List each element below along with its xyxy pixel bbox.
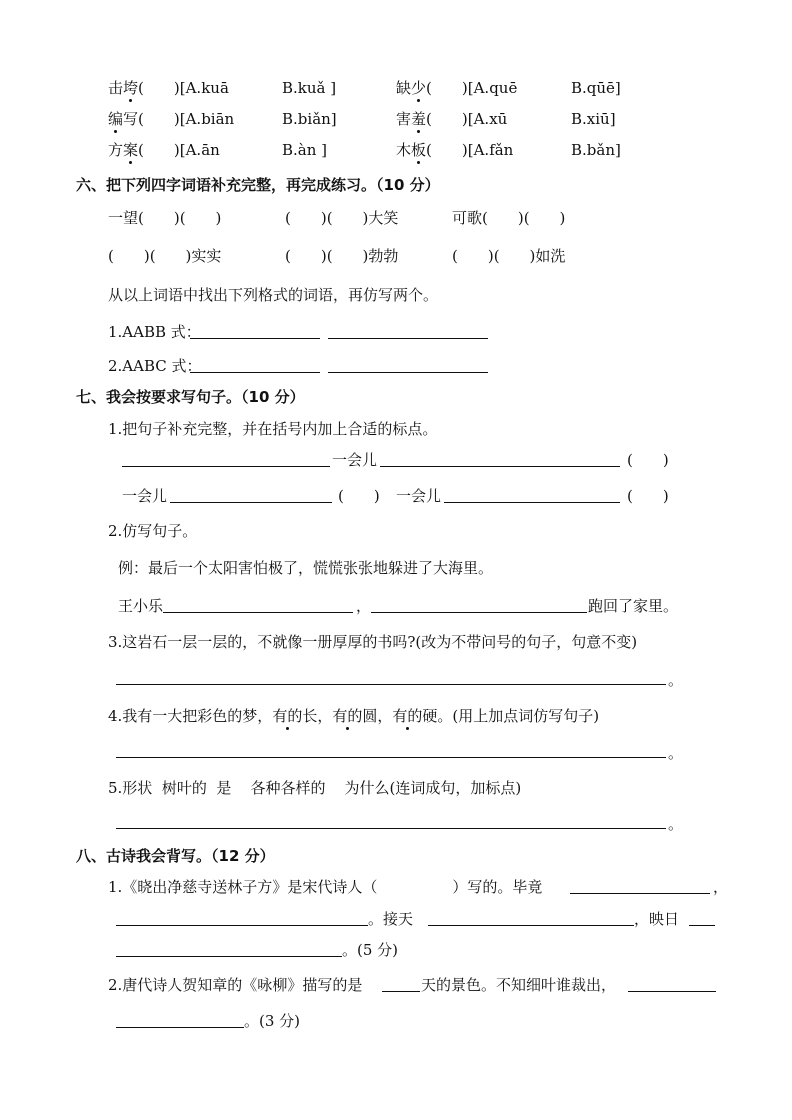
word-char: 缺 — [396, 79, 412, 97]
word-char: 方 — [108, 141, 124, 159]
answer-bracket: ( )[A.ān — [138, 141, 220, 159]
idiom-blank: ( )( )大笑 — [285, 209, 399, 227]
dotted-char: 少 — [411, 79, 427, 97]
poem-text: 。接天 — [368, 910, 414, 928]
section-8-title: 八、古诗我会背写。（12 分） — [76, 847, 275, 865]
question-4 — [108, 706, 599, 726]
pinyin-item — [396, 140, 513, 160]
pinyin-item — [108, 78, 229, 98]
answer-line — [328, 372, 488, 373]
poem-text: 天的景色。不知细叶谁裁出， — [421, 976, 617, 994]
idiom-blank: ( )( )勃勃 — [285, 247, 399, 265]
question-2: 2.仿写句子。 — [108, 522, 198, 540]
question-1: 1.把句子补充完整，并在括号内加上合适的标点。 — [108, 420, 438, 438]
section-6-title: 六、把下列四字词语补充完整，再完成练习。（10 分） — [76, 176, 440, 194]
example-sentence: 例：最后一个太阳害怕极了，慌慌张张地躲进了大海里。 — [118, 559, 494, 577]
answer-line — [116, 757, 666, 758]
answer-bracket: ( )[A.fǎn — [426, 141, 514, 159]
answer-line — [116, 925, 368, 926]
answer-line — [428, 925, 634, 926]
aabc-label: 2.AABC 式： — [108, 357, 202, 375]
imitation-end: 跑回了家里。 — [588, 597, 679, 615]
dotted-char: 羞 — [411, 110, 427, 128]
dotted-word: 有的 — [272, 707, 303, 725]
answer-bracket: ( )[A.xū — [426, 110, 508, 128]
answer-line — [444, 502, 620, 503]
yihuier-text: 一会儿 — [332, 451, 378, 469]
question-5: 5.形状 树叶的 是 各种各样的 为什么(连词成句，加标点) — [108, 779, 522, 797]
answer-line — [116, 1027, 244, 1028]
q4-text: 圆， — [362, 707, 393, 725]
option-b: B.biǎn] — [282, 110, 337, 128]
idiom-blank: 一望( )( ) — [108, 209, 222, 227]
poem-text: 。(5 分) — [342, 941, 399, 959]
comma: ， — [356, 597, 372, 615]
q4-text: 4.我有一大把彩色的梦， — [108, 707, 273, 725]
dotted-char: 案 — [123, 141, 139, 159]
answer-line — [689, 925, 715, 926]
answer-bracket: ( )[A.kuā — [138, 79, 229, 97]
punct-bracket: ( ) — [627, 487, 669, 505]
answer-line — [382, 991, 420, 992]
option-b: B.qūē] — [571, 79, 621, 97]
dotted-char: 垮 — [123, 79, 139, 97]
dotted-word: 有的 — [392, 707, 423, 725]
poem-q1: 1.《晓出净慈寺送林子方》是宋代诗人（ ）写的。毕竟 — [108, 878, 543, 896]
answer-line — [328, 338, 488, 339]
option-b: B.kuǎ ] — [282, 79, 337, 97]
comma: ， — [713, 878, 729, 896]
q4-text: 长， — [302, 707, 333, 725]
word-char: 木 — [396, 141, 412, 159]
poem-q2: 2.唐代诗人贺知章的《咏柳》描写的是 — [108, 976, 363, 994]
q4-text: 硬。(用上加点词仿写句子) — [422, 707, 600, 725]
question-3: 3.这岩石一层一层的，不就像一册厚厚的书吗?(改为不带问号的句子，句意不变) — [108, 633, 638, 651]
option-b: B.àn ] — [282, 141, 328, 159]
option-b: B.bǎn] — [571, 141, 621, 159]
answer-bracket: ( )[A.biān — [138, 110, 235, 128]
option-b: B.xiū] — [571, 110, 616, 128]
period: 。 — [668, 815, 684, 833]
poem-text: 。(3 分) — [244, 1012, 301, 1030]
answer-line — [190, 372, 320, 373]
answer-bracket: ( )[A.quē — [426, 79, 518, 97]
dotted-char: 板 — [411, 141, 427, 159]
punct-bracket: ( ) — [627, 451, 669, 469]
answer-line — [163, 612, 353, 613]
word-char: 写 — [123, 110, 139, 128]
idiom-blank: ( )( )如洗 — [452, 247, 566, 265]
period: 。 — [668, 744, 684, 762]
answer-line — [170, 502, 332, 503]
answer-line — [190, 338, 320, 339]
imitation-start: 王小乐 — [118, 597, 164, 615]
idiom-blank: 可歌( )( ) — [452, 209, 566, 227]
pinyin-item — [396, 78, 517, 98]
word-char: 击 — [108, 79, 124, 97]
word-char: 害 — [396, 110, 412, 128]
answer-line — [628, 991, 716, 992]
idiom-blank: ( )( )实实 — [108, 247, 222, 265]
answer-line — [371, 612, 587, 613]
punct-bracket: ( ) — [338, 487, 380, 505]
yihuier-text: 一会儿 — [396, 487, 442, 505]
answer-line — [116, 956, 342, 957]
answer-line — [122, 466, 330, 467]
pinyin-item — [108, 140, 220, 160]
pinyin-item — [108, 109, 234, 129]
pinyin-item — [396, 109, 507, 129]
dotted-char: 编 — [108, 110, 124, 128]
dotted-word: 有的 — [332, 707, 363, 725]
answer-line — [116, 684, 666, 685]
aabb-label: 1.AABB 式： — [108, 323, 201, 341]
period: 。 — [668, 671, 684, 689]
answer-line — [380, 466, 620, 467]
answer-line — [570, 893, 710, 894]
instruction-text: 从以上词语中找出下列格式的词语，再仿写两个。 — [108, 286, 439, 304]
answer-line — [116, 828, 666, 829]
section-7-title: 七、我会按要求写句子。（10 分） — [76, 388, 305, 406]
yihuier-text: 一会儿 — [122, 487, 168, 505]
poem-text: ，映日 — [634, 910, 680, 928]
